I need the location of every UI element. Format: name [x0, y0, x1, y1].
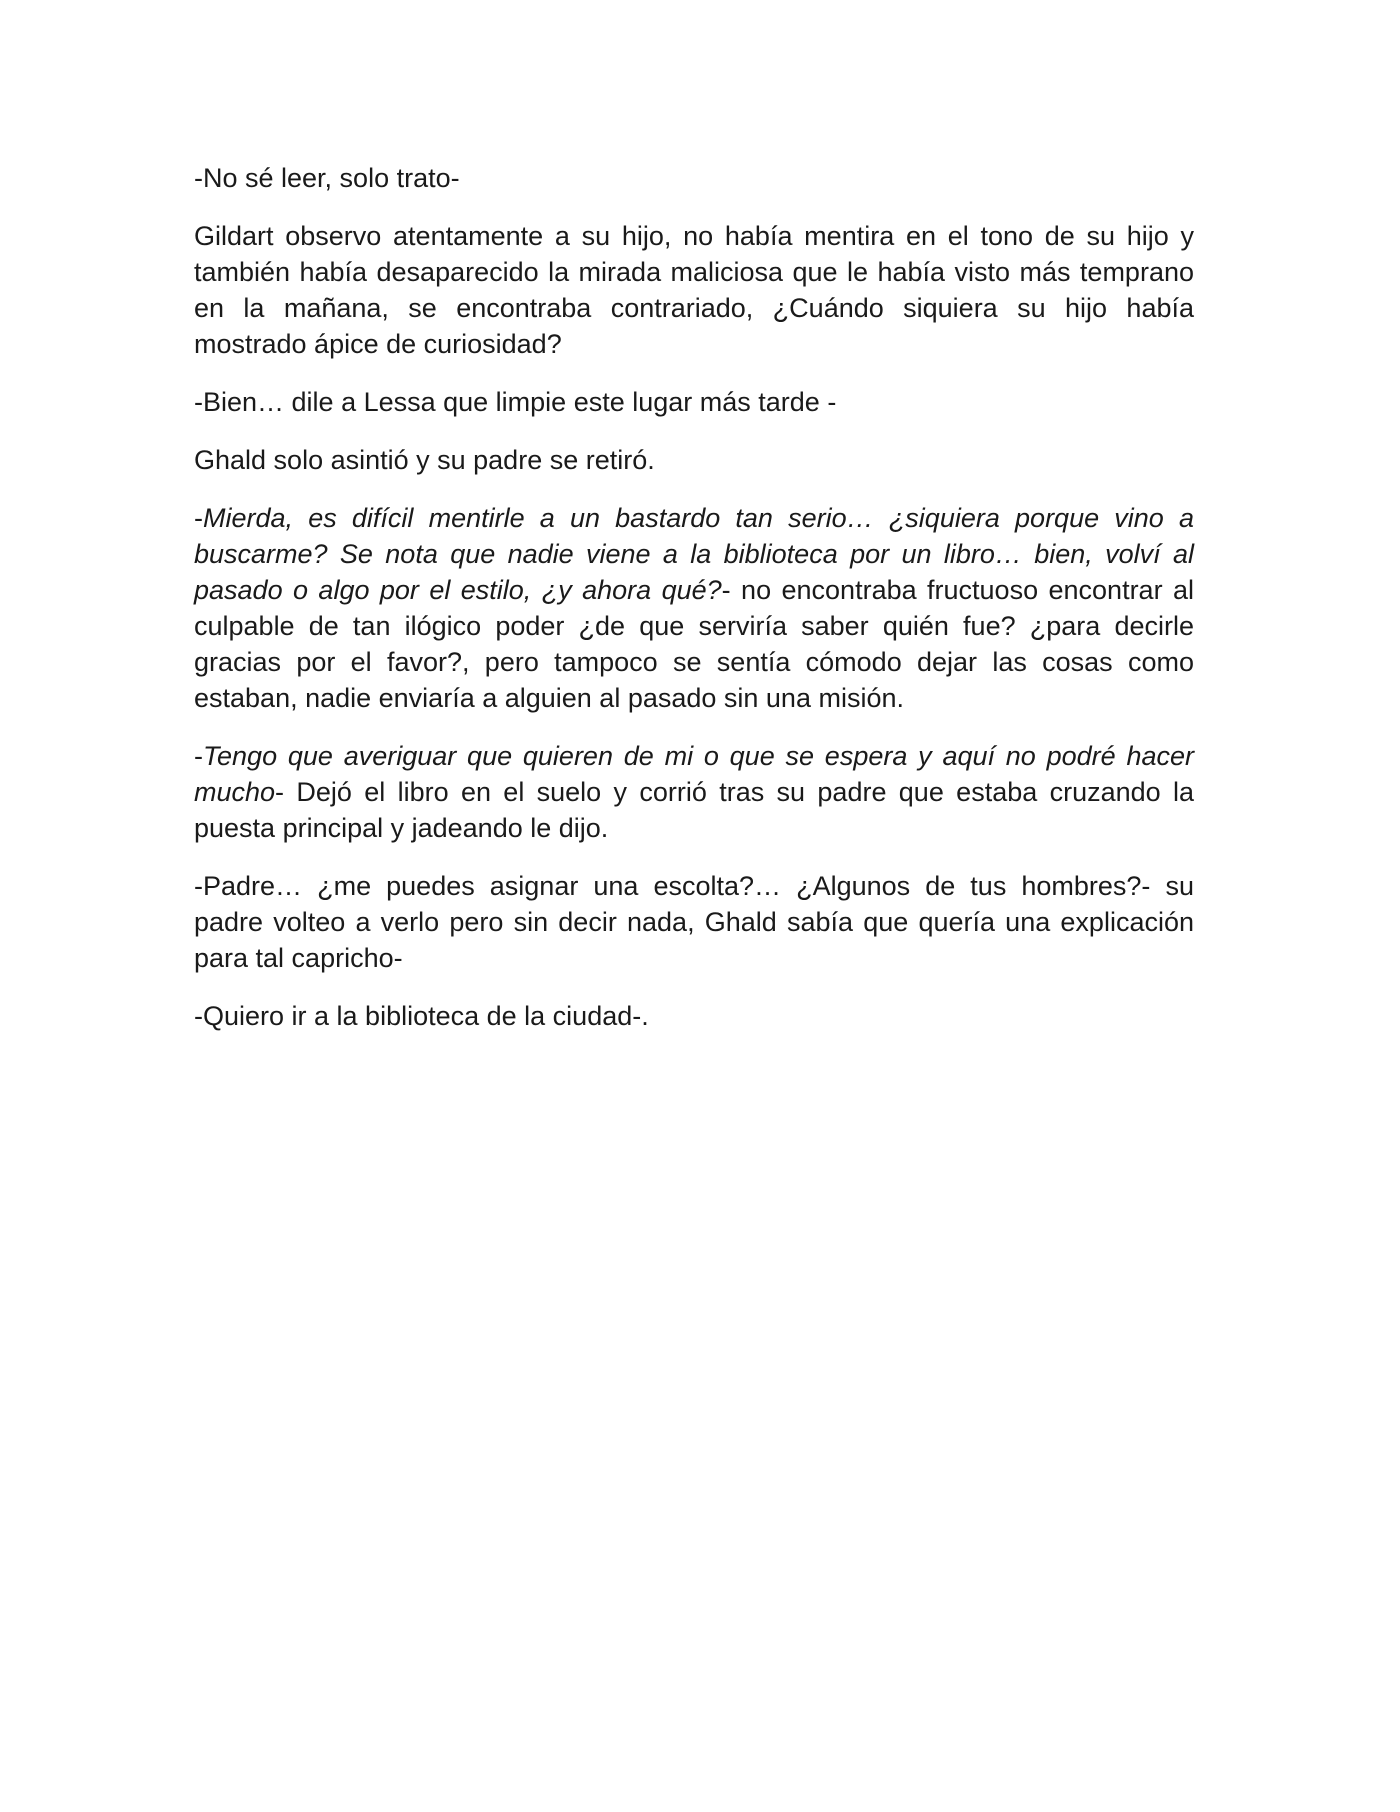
paragraph-text: -Padre… ¿me puedes asignar una escolta?… ¿Algunos de tus hombres?- su padre volteo a verlo pero sin decir nada, Ghald sabía que quería una explicación para tal capricho-	[194, 871, 1194, 973]
paragraph-2	[194, 218, 1194, 362]
paragraph-text: -No sé leer, solo trato-	[194, 163, 460, 193]
paragraph-5	[194, 500, 1194, 716]
paragraph-3	[194, 384, 1194, 420]
paragraph-text: -	[194, 741, 203, 771]
paragraph-thought-italic: Mierda, es difícil mentirle a un bastardo tan serio… ¿siquiera porque vino a buscarme? Se nota que nadie viene a la biblioteca por un libro… bien, volví al pasado o algo por el estilo, ¿y ahora qué?	[194, 503, 1194, 605]
paragraph-text: -Quiero ir a la biblioteca de la ciudad-.	[194, 1001, 649, 1031]
document-body	[194, 160, 1194, 1056]
paragraph-text: -	[194, 503, 203, 533]
paragraph-6	[194, 738, 1194, 846]
paragraph-thought-italic: Tengo que averiguar que quieren de mi o que se espera y aquí no podré hacer mucho	[194, 741, 1194, 807]
paragraph-4	[194, 442, 1194, 478]
paragraph-text: -Bien… dile a Lessa que limpie este lugar más tarde -	[194, 387, 837, 417]
paragraph-text: - Dejó el libro en el suelo y corrió tras su padre que estaba cruzando la puesta principal y jadeando le dijo.	[194, 777, 1194, 843]
paragraph-text: Gildart observo atentamente a su hijo, no había mentira en el tono de su hijo y también había desaparecido la mirada maliciosa que le había visto más temprano en la mañana, se encontraba contrariado, ¿Cuándo siquiera su hijo había mostrado ápice de curiosidad?	[194, 221, 1194, 359]
paragraph-7	[194, 868, 1194, 976]
paragraph-text: - no encontraba fructuoso encontrar al culpable de tan ilógico poder ¿de que serviría saber quién fue? ¿para decirle gracias por el favor?, pero tampoco se sentía cómodo dejar las cosas como estaban, nadie enviaría a alguien al pasado sin una misión.	[194, 575, 1194, 713]
paragraph-1	[194, 160, 1194, 196]
paragraph-8	[194, 998, 1194, 1034]
paragraph-text: Ghald solo asintió y su padre se retiró.	[194, 445, 655, 475]
